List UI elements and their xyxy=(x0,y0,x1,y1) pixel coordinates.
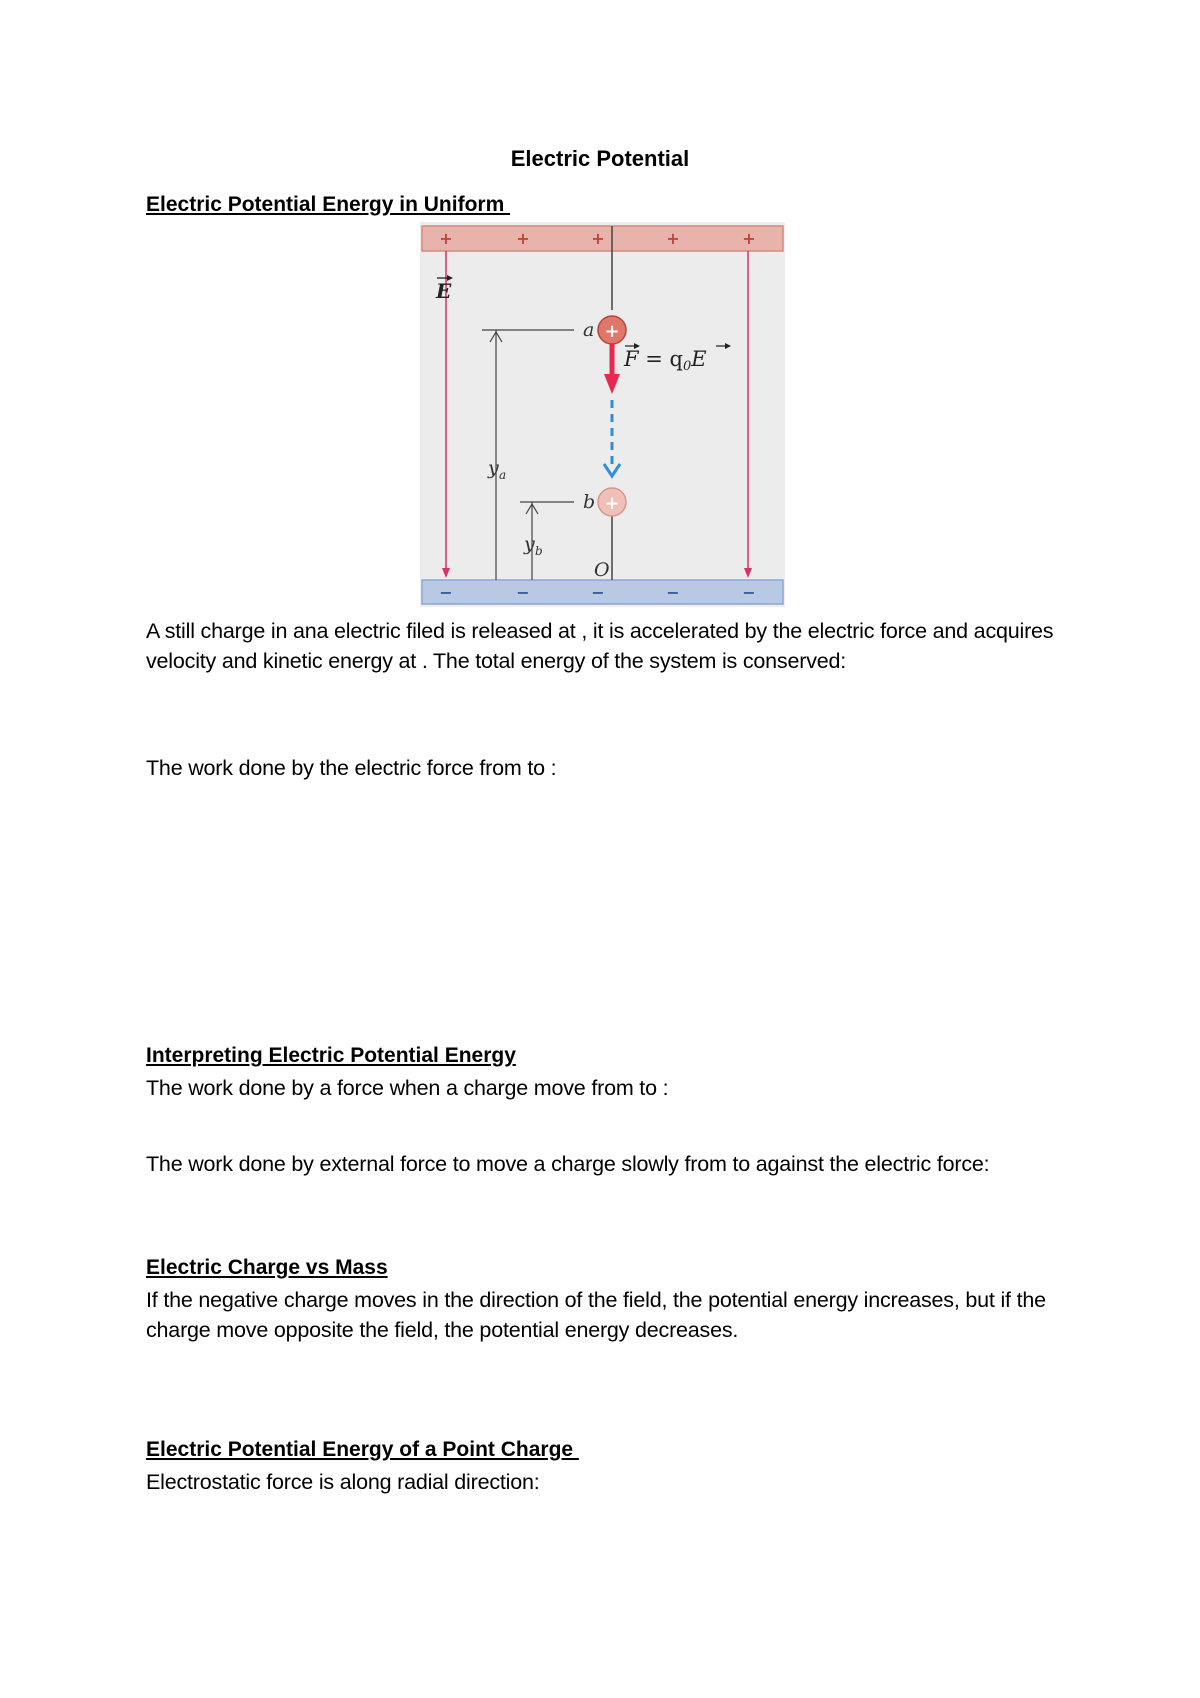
minus-sign: − xyxy=(666,583,680,602)
ya-label: y xyxy=(488,457,499,479)
minus-sign: − xyxy=(516,583,530,602)
plus-sign: + xyxy=(666,229,680,248)
plus-sign: + xyxy=(439,229,453,248)
paragraph-negative-charge: If the negative charge moves in the direction of the field, the potential energy increases, but if the charge move opposite the field, the potential energy decreases. xyxy=(146,1288,1046,1342)
paragraph-work-electric-force: The work done by the electric force from to : xyxy=(146,756,557,780)
origin-label: O xyxy=(594,559,610,581)
point-b-label: b xyxy=(583,491,596,513)
section-heading-interpreting: Interpreting Electric Potential Energy xyxy=(146,1044,516,1067)
minus-sign: − xyxy=(742,583,756,602)
paragraph-energy-conservation: A still charge in ana electric filed is released at , it is accelerated by the electric force and acquires velocity and kinetic energy at . The total energy of the system is conserved: xyxy=(146,619,1054,673)
plus-sign: + xyxy=(516,229,530,248)
minus-sign: − xyxy=(439,583,453,602)
section-heading-charge-vs-mass: Electric Charge vs Mass xyxy=(146,1256,388,1279)
yb-label: y xyxy=(524,533,535,555)
field-label: E xyxy=(436,279,452,303)
charge-a-plus: + xyxy=(604,321,620,342)
parallel-plate-diagram xyxy=(420,222,785,607)
figure-background xyxy=(420,222,785,607)
paragraph-work-by-force: The work done by a force when a charge move from to : xyxy=(146,1076,669,1100)
plus-sign: + xyxy=(591,229,605,248)
paragraph-work-external-force: The work done by external force to move a charge slowly from to against the electric force: xyxy=(146,1152,990,1176)
force-equation: F = q0E xyxy=(624,347,707,374)
parallel-plate-figure xyxy=(420,222,785,607)
paragraph-radial-direction: Electrostatic force is along radial direction: xyxy=(146,1470,540,1494)
minus-sign: − xyxy=(591,583,605,602)
section-heading-point-charge: Electric Potential Energy of a Point Charge xyxy=(146,1438,579,1461)
page-title: Electric Potential xyxy=(510,146,690,171)
ya-subscript: a xyxy=(499,468,507,482)
section-heading-uniform-field: Electric Potential Energy in Uniform xyxy=(146,193,511,216)
point-a-label: a xyxy=(583,319,595,341)
yb-subscript: b xyxy=(535,544,543,558)
charge-b-plus: + xyxy=(604,493,620,514)
plus-sign: + xyxy=(742,229,756,248)
